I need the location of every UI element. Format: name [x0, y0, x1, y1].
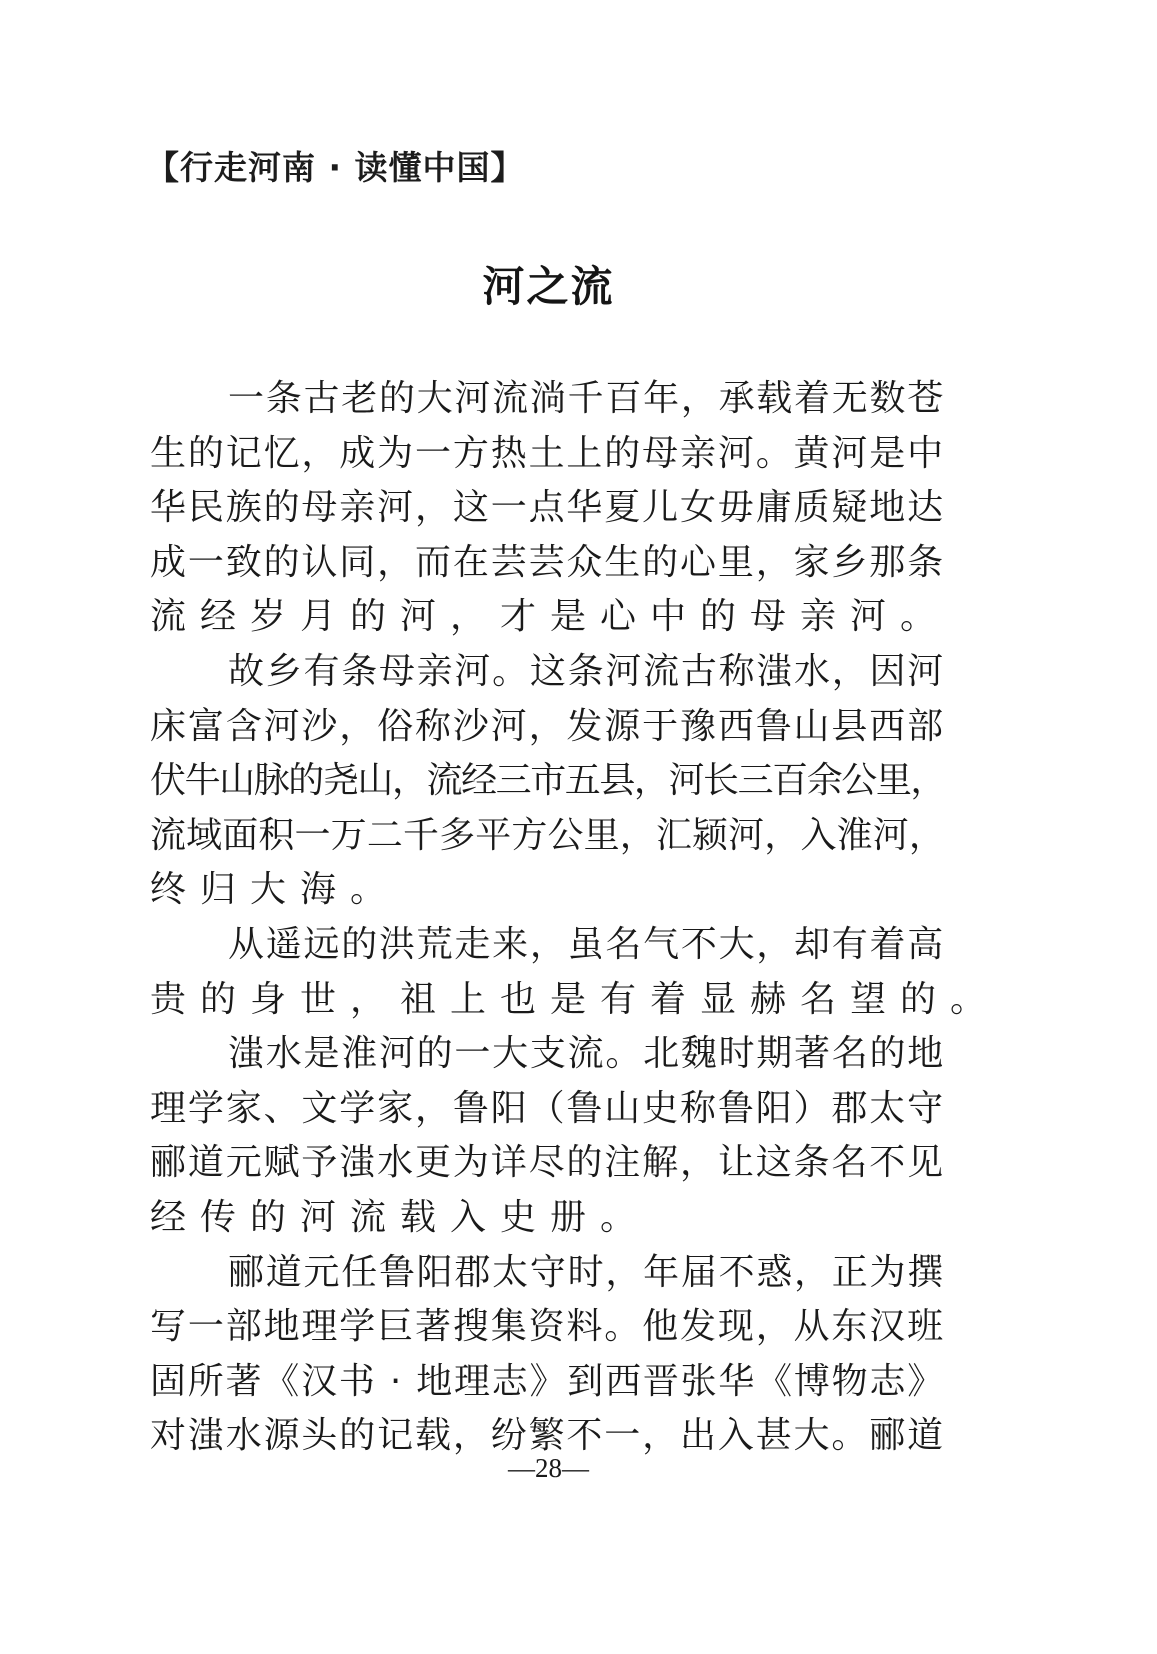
paragraph-2-line-1: 故乡有条母亲河。这条河流古称滍水，因河: [228, 650, 945, 692]
paragraph-5-line-3: 固所著《汉书 · 地理志》到西晋张华《博物志》: [150, 1360, 945, 1402]
paragraph-1-line-5: 流经岁月的河，才是心中的母亲河。: [150, 596, 951, 638]
paragraph-1-line-2: 生的记忆，成为一方热土上的母亲河。黄河是中: [150, 432, 945, 474]
paragraph-1-line-3: 华民族的母亲河，这一点华夏儿女毋庸质疑地达: [150, 487, 945, 529]
paragraph-3-line-2: 贵的身世，祖上也是有着显赫名望的。: [150, 978, 1001, 1020]
paragraph-1-line-4: 成一致的认同，而在芸芸众生的心里，家乡那条: [150, 541, 945, 583]
paragraph-2-line-3: 伏牛山脉的尧山，流经三市五县，河长三百余公里，: [150, 760, 945, 802]
paragraph-2-line-5: 终归大海。: [150, 869, 401, 911]
paragraph-4-line-1: 滍水是淮河的一大支流。北魏时期著名的地: [228, 1033, 945, 1075]
article-body: [150, 372, 1001, 1464]
paragraph-1-line-1: 一条古老的大河流淌千百年，承载着无数苍: [228, 378, 945, 419]
paragraph-5-line-4: 对滍水源头的记载，纷繁不一，出入甚大。郦道: [150, 1415, 945, 1457]
page-number: —28—: [508, 1453, 589, 1483]
paragraph-2-line-4: 流域面积一万二千多平方公里，汇颍河，入淮河，: [150, 814, 945, 856]
column-tag: 【行走河南 · 读懂中国】: [146, 148, 525, 187]
paragraph-4-line-2: 理学家、文学家，鲁阳（鲁山史称鲁阳）郡太守: [150, 1087, 945, 1129]
paragraph-2-line-2: 床富含河沙，俗称沙河，发源于豫西鲁山县西部: [150, 705, 945, 747]
paragraph-5-line-2: 写一部地理学巨著搜集资料。他发现，从东汉班: [150, 1306, 945, 1348]
article-title: 河之流: [482, 262, 615, 311]
paragraph-4-line-3: 郦道元赋予滍水更为详尽的注解，让这条名不见: [150, 1142, 945, 1184]
paragraph-5-line-1: 郦道元任鲁阳郡太守时，年届不惑，正为撰: [228, 1251, 945, 1293]
paragraph-4-line-4: 经传的河流载入史册。: [150, 1196, 651, 1238]
paragraph-3-line-1: 从遥远的洪荒走来，虽名气不大，却有着高: [228, 923, 945, 965]
